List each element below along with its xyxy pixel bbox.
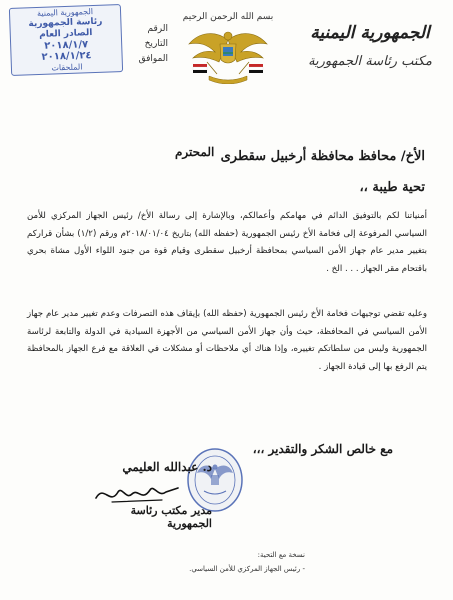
- stamp-line-3: الصادر العام: [39, 28, 93, 40]
- addressee-line: [25, 145, 425, 164]
- handwritten-signature-icon: [92, 478, 182, 508]
- greeting: تحية طيبة ،،: [359, 180, 425, 195]
- addressee-honorific: المحترم: [175, 145, 215, 159]
- ref-label-corresponding: الموافق: [138, 54, 168, 64]
- office-title: مكتب رئاسة الجمهورية: [308, 54, 432, 69]
- cc-heading: نسخة مع التحية:: [257, 551, 305, 559]
- ref-label-date: التاريخ: [144, 39, 168, 49]
- stamp-date: ٢٠١٨/١/٧: [44, 39, 89, 52]
- reference-labels: [128, 22, 168, 67]
- body-paragraph-2: وعليه تقضي توجيهات فخامة الأخ رئيس الجمهورية (حفظه الله) بإيقاف هذه التصرفات وعدم تغيير مدير عام جهاز الأمن السياسي في المحافظة، حيث وأن جهاز الأمن السياسي من الأجهزة السيادية في الدولة والتابعة لرئاسة الجمهورية وليس من سلطاتكم تغييره، وإذا هناك أي ملاحظات أو مشكلات في العلاقة مع فرع الجهاز بالمحافظة يتم الرفع بها إلى قيادة الجهاز .: [27, 309, 427, 372]
- letterhead-emblem-block: [180, 12, 276, 84]
- stamp-line-2: رئاسة الجمهورية: [28, 16, 103, 30]
- cc-recipient: - رئيس الجهاز المركزي للأمن السياسي.: [189, 565, 305, 573]
- letterhead-title-block: [305, 22, 435, 69]
- stamp-line-1: الجمهورية اليمنية: [36, 7, 94, 18]
- closing-line: مع خالص الشكر والتقدير ،،،: [252, 442, 393, 456]
- ref-label-number: الرقم: [147, 24, 168, 34]
- signatory-name: د. عبدالله العليمي: [122, 460, 212, 474]
- incoming-mail-stamp: [9, 4, 123, 76]
- signature-block: [92, 460, 212, 530]
- basmala: بسم الله الرحمن الرحيم: [182, 12, 274, 22]
- cc-block: [189, 548, 305, 576]
- body-paragraph-1: أمنياتنا لكم بالتوفيق الدائم في مهامكم وأعمالكم، وبالإشارة إلى رسالة الأخ/ رئيس الجهاز المركزي للأمن السياسي المرفوعة إلى فخامة الأخ رئيس الجمهورية (حفظه الله) بتاريخ ٢٠١٨/٠١/٠٤م ورقم (١/٢) بشأن قراركم بتغيير مدير عام جهاز الأمن السياسي بمحافظة أرخبيل سقطرى وقيام قوة من جنود اللواء الأول مشاة بحري باقتحام مقر الجهاز . . . الخ .: [27, 211, 427, 274]
- stamp-line-6: الملحقات: [51, 62, 83, 73]
- stamp-number: ٢٠١٨/١/٢٤: [41, 50, 92, 63]
- signatory-title: مدير مكتب رئاسة الجمهورية: [130, 504, 212, 530]
- eagle-emblem-icon: [185, 26, 271, 84]
- republic-title: الجمهورية اليمنية: [310, 23, 430, 43]
- addressee-name: الأخ/ محافظ محافظة أرخبيل سقطرى: [220, 149, 425, 164]
- reference-block: [8, 6, 168, 76]
